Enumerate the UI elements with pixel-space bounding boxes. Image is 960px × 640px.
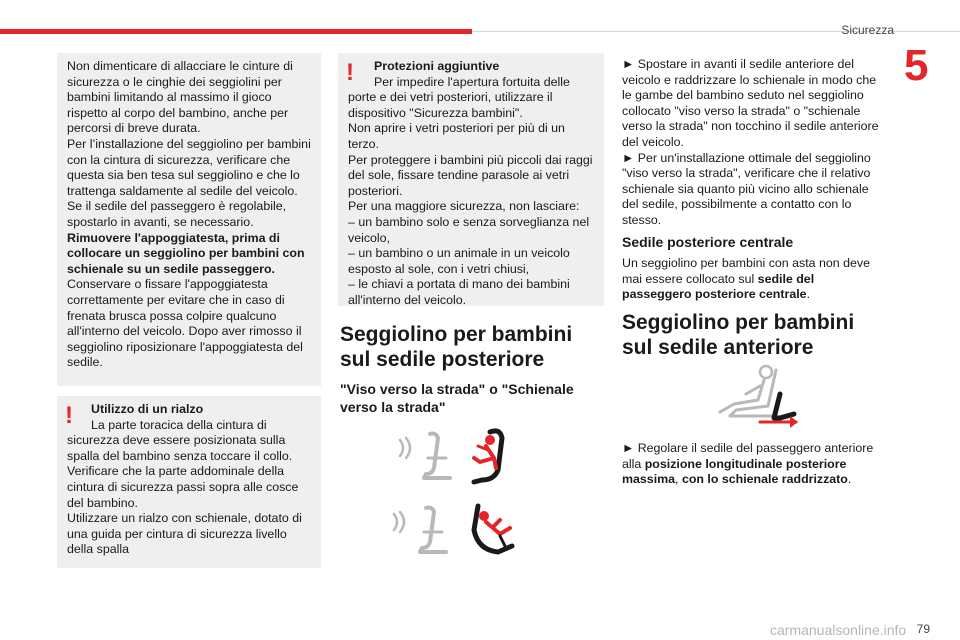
instruction-paragraph: ► Per un'installazione ottimale del seggiolino "viso verso la strada", verificare che il relativo schienale sia quanto più vicino allo schienale del sedile, possibilmente a contatto con lo stesso. [622,150,871,227]
warning-paragraph: Per una maggiore sicurezza, non lasciare: [348,199,580,214]
heading-rear-seat: Seggiolino per bambini sul sedile posteriore [340,323,573,371]
section-title: Sicurezza [841,23,894,37]
watermark: carmanualsonline.info [770,622,907,638]
warning-paragraph: Non aprire i vetri posteriori per più di un terzo. [348,121,565,151]
warning-paragraph: Per impedire l'apertura fortuita delle porte e dei vetri posteriori, utilizzare il dispositivo "Sicurezza bambini". [348,74,570,120]
subheading-orientation: "Viso verso la strada" o "Schienale verso la strada" [340,381,574,415]
note-paragraph: Se il sedile del passeggero è regolabile, spostarlo in avanti, se necessario. [67,199,287,229]
warning-paragraph: Per proteggere i bambini più piccoli dai raggi del sole, fissare tendine parasole ai vetri posteriori. [348,152,593,198]
note-paragraph: Per l’installazione del seggiolino per bambini con la cintura di sicurezza, verificare che questa sia ben tesa sul seggiolino e che lo trattenga saldamente al sedile del veicolo. [67,136,311,198]
top-accent-bar [0,29,472,34]
list-item: – un bambino o un animale in un veicolo esposto al sole, con i vetri chiusi, [348,246,570,276]
instruction-paragraph: ► Regolare il sedile del passeggero anteriore alla posizione longitudinale posteriore massima, con lo schienale raddrizzato. [622,441,874,487]
warning-paragraph: Verificare che la parte addominale della cintura di sicurezza passi sopra alle cosce del bambino. [67,464,299,510]
heading-front-seat: Seggiolino per bambini sul sedile anteriore [622,311,855,359]
instruction-paragraph: Un seggiolino per bambini con asta non deve mai essere collocato sul sedile del passeggero posteriore centrale. [622,256,870,302]
rear-facing-child-seat-icon [388,500,524,562]
note-paragraph: Conservare o fissare l'appoggiatesta correttamente per evitare che in caso di frenata brusca possa colpire qualcuno all'interno del veicolo. Dopo aver rimosso il seggiolino riposizionare l'appoggiatesta del sedile. [67,277,303,370]
forward-facing-child-seat-icon [394,428,524,488]
warning-exclamation-icon: ! [346,59,354,86]
warning-title: Protezioni aggiuntive [374,59,500,73]
warning-paragraph: Utilizzare un rialzo con schienale, dotato di una guida per cintura di sicurezza livello della spalla [67,511,302,557]
warning-paragraph: La parte toracica della cintura di sicurezza deve essere posizionata sulla spalla del bambino senza toccare il collo. [67,417,293,463]
note-paragraph: Non dimenticare di allacciare le cinture di sicurezza o le cinghie dei seggiolini per bambini limitando al massimo il gioco rispetto al corpo del bambino, anche per percorsi di breve durata. [67,59,293,136]
list-item: – le chiavi a portata di mano dei bambini all'interno del veicolo. [348,277,570,307]
warning-exclamation-icon: ! [65,402,73,429]
warning-title: Utilizzo di un rialzo [91,402,204,416]
instruction-paragraph: ► Spostare in avanti il sedile anteriore del veicolo e raddrizzare lo schienale in modo che le gambe del bambino seduto nel seggiolino collocato "viso verso la strada" o "schienale verso la strada" non tocchino il sedile anteriore del veicolo. [622,57,879,149]
subheading-rear-center: Sedile posteriore centrale [622,234,794,250]
chapter-number: 5 [904,41,929,90]
warning-box-booster [57,396,321,568]
list-item: – un bambino solo e senza sorveglianza nel veicolo, [348,214,590,245]
note-box-seatbelts [57,53,321,386]
warning-box-protection [338,53,604,306]
note-paragraph-bold: Rimuovere l'appoggiatesta, prima di collocare un seggiolino per bambini con schienale su un sedile passeggero. [67,230,305,276]
front-seat-adjustment-icon [706,364,802,428]
page-number: 79 [916,622,930,636]
